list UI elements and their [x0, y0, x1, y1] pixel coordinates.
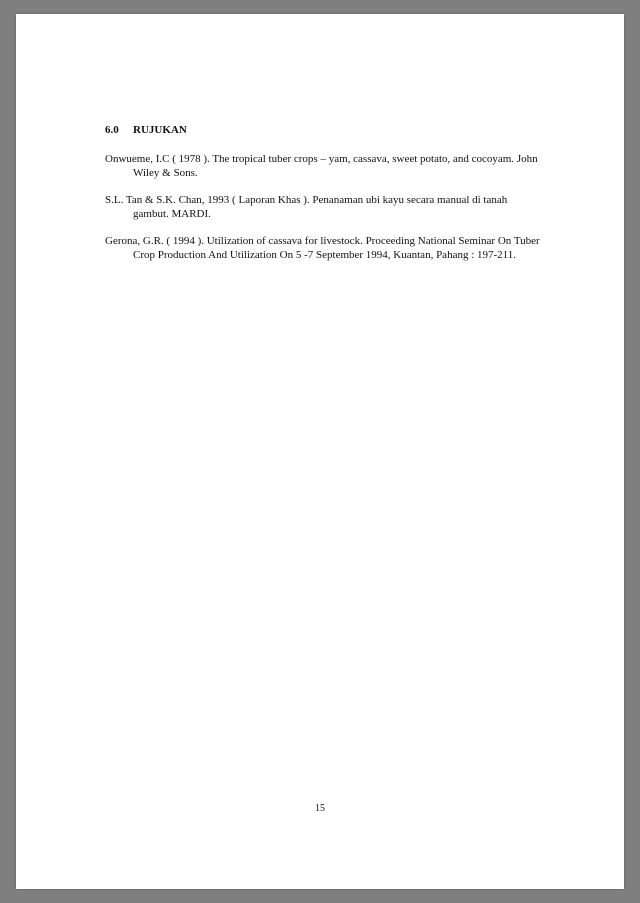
page-number: 15 — [315, 803, 325, 814]
section-title: RUJUKAN — [133, 124, 187, 136]
reference-item: Gerona, G.R. ( 1994 ). Utilization of cassava for livestock. Proceeding National Seminar On Tuber Crop Production And Utilization On 5 -7 September 1994, Kuantan, Pahang : 197-211. — [105, 235, 540, 261]
reference-item: Onwueme, I.C ( 1978 ). The tropical tuber crops – yam, cassava, sweet potato, and cocoyam. John Wiley & Sons. — [105, 153, 538, 179]
reference-item: S.L. Tan & S.K. Chan, 1993 ( Laporan Khas ). Penanaman ubi kayu secara manual di tanah gambut. MARDI. — [105, 194, 508, 220]
section-number: 6.0 — [105, 124, 119, 136]
document-page — [16, 14, 624, 889]
section-heading — [105, 124, 187, 136]
reference-list — [105, 152, 545, 275]
